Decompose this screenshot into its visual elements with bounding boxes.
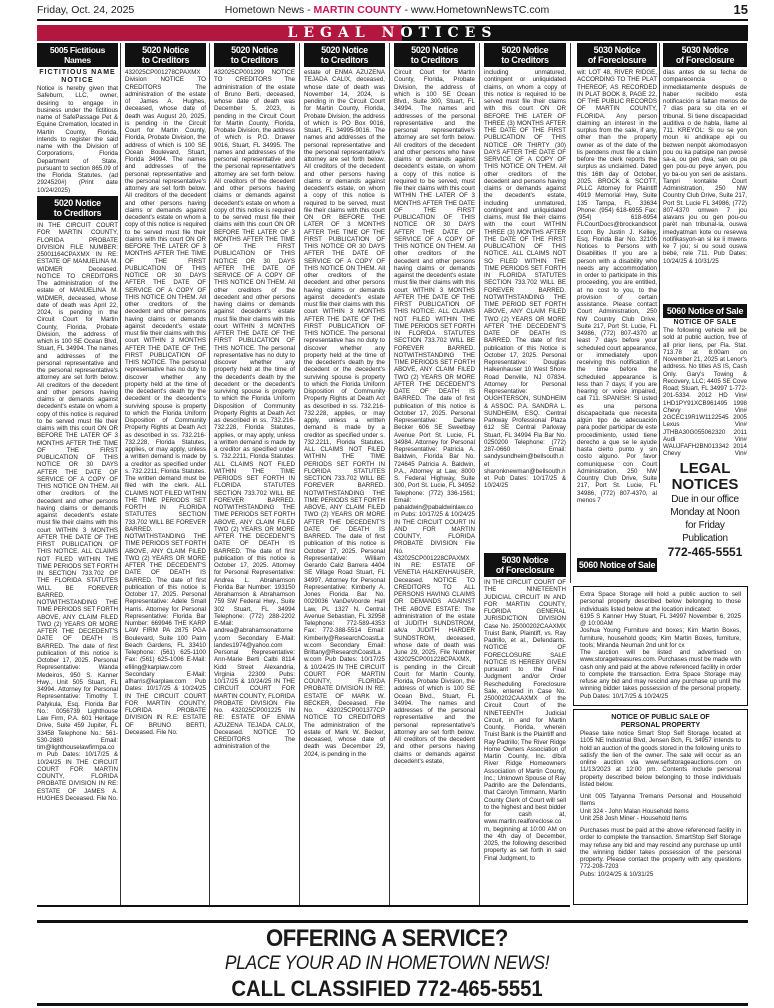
legal-notices-banner <box>37 25 748 41</box>
section-header-notice-of-foreclosure: 5030 Notice of Foreclosure <box>663 43 747 67</box>
column-divider <box>659 43 660 483</box>
page-number: 15 <box>733 2 748 17</box>
legal-box-phone: 772-465-5551 <box>667 545 743 559</box>
public-sale-title: NOTICE OF PUBLIC SALE OF PERSONAL PROPERTY <box>611 714 710 729</box>
column-divider <box>479 43 480 905</box>
legal-box-line: Monday at Noon <box>670 507 740 518</box>
section-header-notice-of-foreclosure: 5030 Notice of Foreclosure <box>484 553 566 577</box>
header-divider <box>37 19 748 21</box>
section-header-notice-of-foreclosure: 5030 Notice of Foreclosure <box>577 43 657 67</box>
ad-bottom-rule <box>37 1003 748 1006</box>
column-7 <box>577 43 657 572</box>
notice-paragraph: Purchases must be paid at the above referenced facility in order to complete the transaction. SmartStop Self Storage may refuse any bid and may rescind any purchase up until the winning bidder takes possession of the personal property. Please contact the property with any questions 772-208-7203 <box>580 827 741 871</box>
notice-text: estate of ENMA AZUZENA TEJADA CALIX, deceased, whose date of death was November 14, 2024, is pending in the Circuit Court for Martin County, Florida, Probate Division, the address of which is PO Box 9016, Stuart, FL 34995-9016. The names and addresses of the personal representative and the personal representative's attorney are set forth below. All creditors of the decedent and other persons having claims or demands against decedent's estate, on whom a copy of this notice is required to be served, must file their claims with this court ON OR BEFORE THE LATER OF 3 MONTHS AFTER THE TIME OF THE FIRST PUBLICATION OF THIS NOTICE OR 30 DAYS AFTER THE DATE OF SERVICE OF A COPY OF THIS NOTICE ON THEM. All other creditors of the decedent and other persons having claims or demands against decedent's estate must file their claims with this court WITHIN 3 MONTHS AFTER THE DATE OF THE FIRST PUBLICATION OF THIS NOTICE. The personal representative has no duty to discover whether any property held at the time of the decedent's death by the decedent or the decedent's surviving spouse is property to which the Florida Uniform Disposition of Community Property Rights at Death Act as described in ss. 732.216-732.228, applies, or may apply, unless a written demand is made by a creditor as specified under s. 732.2211, Florida Statutes. ALL CLAIMS NOT FILED WITHIN THE TIME PERIODS SET FORTH IN FLORIDA STATUTES SECTION 733.702 WILL BE FOREVER BARRED. NOTWITHSTANDING THE TIME PERIODS SET FORTH ABOVE, ANY CLAIM FILED TWO (2) YEARS OR MORE AFTER THE DECEDENT'S DATE OF DEATH IS BARRED. The date of first publication of this notice is October 17, 2025. Personal Representative: William Gerardo Caliz Barrera 4404 SE Village Road Stuart, FL 34997. Attorney for Personal Representative: Kimberly A. Jones Florida Bar No. 0029036 VanDeVoorde Hall Law, PL 1327 N. Central Avenue Sebastian, FL 32958 Telephone: 772-589-4353 Fax: 772-388-5514 Email: Kimberly@ResearchCoastLaw.com Secondary Email: Brittany@ResearchCoastLaw.com Pub Dates: 10/17/25 & 10/24/25 IN THE CIRCUIT COURT FOR MARTIN COUNTY, FLORIDA PROBATE DIVISION IN RE: ESTATE OF MARK W. BECKER, Deceased. File No. 432025CP001377CP NOTICE TO CREDITORS The administration of the estate of Mark W. Becker, deceased, whose date of death was December 29, 2024, is pending in the <box>304 69 385 758</box>
section-header-notice-to-creditors: 5020 Notice to Creditors <box>304 43 385 67</box>
notice-text: IN THE CIRCUIT COURT OF THE NINETEENTH JUDICIAL CIRCUIT IN AND FOR MARTIN COUNTY, FLORIDA GENERAL JURISDICTION DIVISION Case No. 25000202CAAXMX Truist Bank, Plaintiff, vs. Ray Padrillo, et al., Defendants. NOTICE OF FORECLOSURE SALE NOTICE IS HEREBY GIVEN pursuant to the Final Judgment and/or Order Rescheduling Foreclosure Sale, entered in Case No. 25000202CAAXMX of the Circuit Court of the NINETEENTH Judicial Circuit, in and for Martin County, Florida, wherein Truist Bank is the Plaintiff and Ray Padrillo; The River Ridge Home Owners Association of Martin County, Inc. d/b/a River Ridge Homeowners Association of Martin County, Inc.; Unknown Spouse of Ray Padrillo are the Defendants, that Carolyn Timmann, Martin County Clerk of Court will sell to the highest and best bidder for cash at, www.martin.realforeclose.com, beginning at 10:00 AM on the 4th day of December, 2025, the following described property as set forth in said Final Judgment, to <box>484 579 566 862</box>
notice-title: NOTICE OF SALE <box>673 319 737 326</box>
paper-name: Hometown News - <box>224 4 314 16</box>
notice-title: FICTITIOUS NAME NOTICE <box>39 69 116 84</box>
notice-text: including unmatured, contingent or unliquidated claims, on whom a copy of this notice is required to be served must file their claims with this court ON OR BEFORE THE LATER OF THREE (3) MONTHS AFTER THE DATE OF THE FIRST PUBLICATION OF THIS NOTICE OR THIRTY (30) DAYS AFTER THE DATE OF SERVICE OF A COPY OF THIS NOTICE ON THEM. All other creditors of the decedent and persons having claims or demands against the decedent's estate, including unmatured, contingent and unliquidated claims, must file their claims with the court WITHIN THREE (3) MONTHS AFTER THE DATE OF THE FIRST PUBLICATION OF THIS NOTICE. ALL CLAIMS NOT SO FILED WITHIN THE TIME PERIODS SET FORTH IN FLORIDA STATUTES SECTION 733.702 WILL BE FOREVER BARRED. NOTWITHSTANDING THE TIME PERIOD SET FORTH ABOVE, ANY CLAIM FILED TWO (2) YEARS OR MORE AFTER THE DECEDENT'S DATE OF DEATH IS BARRED. The date of first publication of this Notice is October 17, 2025. Personal Representative: Douglas Halkenhauser 10 West Shore Road Denville, NJ 07834. Attorney for Personal Representative: OUGHTERSON, SUNDHEIM & ASSOC. P.A. SANDRA L. SUNDHEIM, ESQ. Central Parkway Professional Plaza 612 SE Central Parkway Stuart, FL 34994 Fla Bar No. 0250200 Telephone: (772) 287-0660 Email: sandysundheim@bellsouth.net sharonknewman@bellsouth.net Pub Dates: 10/17/25 & 10/24/25 <box>484 69 566 490</box>
notice-paragraph: 6195 S Kanner Hwy Stuart, FL 34997 November 6, 2025 @ 10:00AM <box>580 612 741 627</box>
legal-deadline-box <box>663 461 747 559</box>
ad-subheadline: PLACE YOUR AD IN HOMETOWN NEWS! <box>224 953 550 974</box>
column-6 <box>484 43 566 891</box>
column-divider <box>570 43 571 583</box>
legal-box-heading: LEGAL NOTICES <box>671 460 739 493</box>
notice-paragraph: Please take notice Smart Stop Self Storage located at 1105 NE Industrial Blvd, Jensen Bch, FL 34957 intends to hold an auction of the goods stored in the following units to satisfy the lien of the owner. The sale will occur as an online auction via www.selfstorageauctions.com on 11/13/2023 at 12:00 pm. Contents include personal property described below belonging to those individuals listed below. <box>580 730 741 788</box>
notice-paragraph: The auction will be listed and advertised on www.storagetreasures.com. Purchases must be made with cash only and paid at the above referenced facility in order to complete the transaction. Extra Space Storage may refuse any bid and may rescind any purchase up until the winning bidder takes possession of the personal property. Pub Dates: 10/17/25 & 10/24/25 <box>580 649 741 700</box>
legal-box-line: for Friday <box>685 520 725 531</box>
notice-paragraph: Joshua Young Furniture and boxes; Kim Martin Boxes, furniture, household goods; Kim Martin Boxes, furniture, tools; Miranda Neuman 2nd unit for cx <box>580 627 741 649</box>
masthead-line <box>190 4 584 16</box>
column-4 <box>304 43 385 903</box>
section-header-notice-to-creditors: 5020 Notice to Creditors <box>484 43 566 67</box>
notice-text: 432025CP001299 NOTICE TO CREDITORS The administration of the estate of Bruno Berti, deceased, whose date of death was December 5, 2023, is pending in the Circuit Court for Martin County, Florida, Probate Division, the address of which is P.O. Drawer 9016, Stuart, FL 34995. The names and addresses of the personal representative and the personal representative's attorney are set forth below. All creditors of the decedent and other persons having claims or demands against decedent's estate on whom a copy of this notice is required to be served must file their claims with this court ON OR BEFORE THE LATER OF 3 MONTHS AFTER THE TIME OF THE FIRST PUBLICATION OF THIS NOTICE OR 30 DAYS AFTER THE DATE OF SERVICE OF A COPY OF THIS NOTICE ON THEM. All other creditors of the decedent and other persons having claims or demands against decedent's estate must file their claims with this court WITHIN 3 MONTHS AFTER THE DATE OF THE FIRST PUBLICATION OF THIS NOTICE. The personal representative has no duty to discover whether any property held at the time of the decedent's death by the decedent or the decedent's surviving spouse is property to which the Florida Uniform Disposition of Community Property Rights at Death Act as described in ss. 732.216-732.228, Florida Statutes, applies, or may apply, unless a written demand is made by a creditor as specified under s. 732.2211, Florida Statutes. ALL CLAIMS NOT FILED WITHIN THE TIME PERIODS SET FORTH IN FLORIDA STATUTES SECTION 733.702 WILL BE FOREVER BARRED. NOTWITHSTANDING THE TIME PERIODS SET FORTH ABOVE, ANY CLAIM FILED TWO (2) YEARS OR MORE AFTER THE DECEDENT'S DATE OF DEATH IS BARRED. The date of first publication of this notice is October 17, 2025. Attorney for Personal Representative: Andrea L. Abrahamson Florida Bar Number: 193150 Abrahamson & Abrahamson 759 SW Federal Hwy., Suite 302 Stuart, FL 34994 Telephone: (772) 288-2202 E-Mail: andrea@abrahamsonattorney.com Secondary E-Mail: landes1974@yahoo.com Personal Representative: Ann-Marie Berti Calbi 8114 Kidd Street Alexandria, Virginia 22309 Pubs: 10/17/25 & 10/24/25 IN THE CIRCUIT COURT FOR MARTIN COUNTY, FLORIDA PROBATE DIVISION File No. 432025CP001225 IN RE: ESTATE OF ENMA AZUZENA TEJADA CALIX, Deceased. NOTICE TO CREDITORS The administration of the <box>214 69 295 751</box>
column-divider <box>389 43 390 905</box>
legal-box-line: Publication <box>682 533 728 544</box>
notice-text: 432025CP001278CPAXMX Division NOTICE TO CREDITORS The administration of the estate of James A. Hughes, deceased, whose date of death was August 20, 2025, is pending in the Circuit Court for Martin County, Florida, Probate Division, the address of which is 100 SE Ocean Boulevard, Stuart, Florida 34994. The names and addresses of the personal representative and the personal representative's attorney are set forth below. All creditors of the decedent and other persons having claims or demands against decedent's estate on whom a copy of this notice is required to be served must file their claims with this court ON OR BEFORE THE LATER OF 3 MONTHS AFTER THE TIME OF THE FIRST PUBLICATION OF THIS NOTICE OR 30 DAYS AFTER THE DATE OF SERVICE OF A COPY OF THIS NOTICE ON THEM. All other creditors of the decedent and other persons having claims or demands against decedent's estate must file their claims with this court WITHIN 3 MONTHS AFTER THE DATE OF THE FIRST PUBLICATION OF THIS NOTICE. The personal representative has no duty to discover whether any property held at the time of the decedent's death by the decedent or the decedent's surviving spouse is property to which the Florida Uniform Disposition of Community Property Rights at Death Act as described in ss. 732.216-732.228, Florida Statutes, applies, or may apply, unless a written demand is made by a creditor as specified under s. 732.2211, Florida Statutes. The written demand must be filed with the clerk. ALL CLAIMS NOT FILED WITHIN THE TIME PERIODS SET FORTH IN FLORIDA STATUTES SECTION 733.702 WILL BE FOREVER BARRED. NOTWITHSTANDING THE TIME PERIODS SET FORTH ABOVE, ANY CLAIM FILED TWO (2) YEARS OR MORE AFTER THE DECEDENT'S DATE OF DEATH IS BARRED. The date of first publication of this notice is October 17, 2025. Personal Representative: Adele Small Harris. Attorney for Personal Representative: Florida Bar Number: 669946 THE KARP LAW FIRM PA 2875 PGA Boulevard, Suite 100 Palm Beach Gardens, FL 33410 Telephone: (561) 625-1100 Fax: (561) 625-1006 E-Mail: efiling@karplaw.com Secondary E-Mail: afharris@karplaw.com Pub Dates: 10/17/25 & 10/24/25 IN THE CIRCUIT COURT FOR MARTIN COUNTY, FLORIDA PROBATE DIVISION IN R.E: ESTATE OF BRUNO BERTI, Deceased. File No. <box>125 69 206 736</box>
publication-dates: Pubs: 10/24/25 & 10/31/25 <box>580 870 654 878</box>
notice-text: The following vehicle will be sold at public auction, free of all prior liens, per Fla. Stat. 713.78 at 8:00am on November 21, 2025 at Lenor's address. No titles AS IS, Cash Only. Gary's Towing & Recovery, LLC; 4405 SE Cove Road; Stuart, FL 34997 1-772-201-5334. 2012 HD Vin# 1HD1PY91XCB961495 1998 Chevy Vin# 2GCEC19R1W1122545 2005 Lexus Vin# JTHBA30G055062320 2011 Audi Vin# WAUJFAFH2BN013342 2014 Chevy Vin# <box>663 327 747 457</box>
legal-box-line: Due in our office <box>671 494 739 505</box>
ad-headline: OFFERING A SERVICE? <box>266 925 508 952</box>
columns-bottom-rule <box>37 905 570 907</box>
column-5 <box>394 43 475 903</box>
banner-title: LEGAL NOTICES <box>287 25 498 41</box>
section-header-notice-to-creditors: 5020 Notice to Creditors <box>125 43 206 67</box>
notice-text: wit: LOT 48, RIVER RIDGE, ACCORDING TO THE PLAT THEREOF, AS RECORDED IN PLAT BOOK 8, PAGE 22, OF THE PUBLIC RECORDS OF MARTIN COUNTY, FLORIDA. Any person claiming an interest in the surplus from the sale, if any, other than the property owner as of the date of the lis pendens must file a claim before the clerk reports the surplus as unclaimed. Dated this 16th day of October, 2025. BROCK & SCOTT, PLLC Attorney for Plaintiff 4919 Memorial Hwy, Suite 135 Tampa, FL 33634 Phone: (954) 618-6955 Fax: (954) 618-6954 FLCourtDocs@brockandscott.com By Justin J. Kelley, Esq. Florida Bar No. 32106 Notices to Persons with Disabilities If you are a person with a disability who needs any accommodation in order to participate in this proceeding, you are entitled, at no cost to you, to the provision of certain assistance. Please contact Court Administration, 250 NW Country Club Drive, Suite 217, Port St. Lucie, FL 34986, (772) 807-4370 at least 7 days before your scheduled court appearance, or immediately upon receiving this notification if the time before the scheduled appearance is less than 7 days; if you are hearing or voice impaired, call 711. SPANISH: Si usted es una persona discapacitada que necesita algún tipo de adecuación para poder participar de este procedimiento, usted tiene derecho a que se le ayude hasta cierto punto y sin costo alguno. Por favor comuníquese con Court Administration, 250 NW Country Club Drive, Suite 217, Port St. Lucie, FL 34986, (772) 807-4370, al menos 7 <box>577 69 657 504</box>
notice-text: Notice is hereby given that Safeburn, LLC, owner, desiring to engage in business under the fictitious name of SafePassage Pet & Equine Cremation, located in Martin County, Florida, intends to register the said name with the Division of Corporations, Florida Department of State, pursuant to section 865.09 of the Florida Statutes. (ad 2924520#) (Print date 10/24/2025) <box>37 85 118 193</box>
notice-text: días antes de su fecha de comparecencia o inmediatamente después de haber recibido esta notificación si faltan menos de 7 días para su cita en el tribunal. Si tiene discapacidad auditiva o de habla, llame al 711. KREYOL: Si ou se yon moun ki andikape epi ou bezwen nenpòt akomodasyon pou ou ka patisipe nan pwosè sa-a, ou gen dwa, san ou pa gen pou-ou peye anyen, pou yo ba-ou yon seri de asistans. Tanpri kontakte Court Administration, 250 NW Country Club Drive, Suite 217, Port St. Lucie FL 34986, (772) 807-4370 omwen 7 jou alavans jou ou gen pou-ou parèt nan tribunal-la, ouswa imedyatman kote ou resevwa notifikasyon-an si ke li mwens ke 7 jou; si ou soud ouswa bèbè, rele 711. Pub Dates: 10/24/25 & 10/31/25 <box>663 69 747 265</box>
section-header-notice-of-sale: 5060 Notice of Sale <box>663 304 747 318</box>
section-header-notice-to-creditors: 5020 Notice to Creditors <box>214 43 295 67</box>
column-divider <box>299 43 300 905</box>
county-name: MARTIN COUNTY <box>313 4 402 16</box>
public-sale-notice <box>573 709 748 905</box>
notice-paragraph: Extra Space Storage will hold a public auction to sell personal property described below belonging to those individuals listed below at the location indicated: <box>580 591 741 613</box>
unit-listing: Unit 324 - John Malan Household Items <box>580 807 689 815</box>
column-divider <box>209 43 210 905</box>
paper-website: - www.HometownNewsTC.com <box>401 4 550 16</box>
section-header-notice-to-creditors: 5020 Notice to Creditors <box>37 196 118 220</box>
column-1 <box>37 43 118 882</box>
column-8 <box>663 43 747 559</box>
issue-date: Friday, Oct. 24, 2025 <box>37 4 135 16</box>
column-divider <box>120 43 121 905</box>
column-2 <box>125 43 206 903</box>
section-header-notice-of-sale: 5060 Notice of Sale <box>578 560 656 570</box>
ad-phone-line: CALL CLASSIFIED 772-465-5551 <box>231 976 543 1001</box>
extra-space-auction-notice <box>573 586 748 706</box>
section-header-fictitious-names: 5005 Fictitious Names <box>37 43 118 67</box>
ad-top-rule <box>37 920 748 923</box>
section-header-notice-to-creditors: 5020 Notice to Creditors <box>394 43 475 67</box>
unit-listing: Unit 005 Tatyanna Tremans Personal and Household Items <box>580 793 741 808</box>
notice-text: IN THE CIRCUIT COURT FOR MARTIN COUNTY, FLORIDA PROBATE DIVISION FILE NUMBER: 25001164CPAXMX IN RE: ESTATE OF MANUELINA M. WIDMER Deceased. NOTICE TO CREDITORS The administration of the estate of MANUELINA M. WIDMER, deceased, whose date of death was April 22, 2024, is pending in the Circuit Court for Martin County, Florida, Probate Division, the address of which is 100 SE Ocean Blvd, Stuart, FL 34994. The names and addresses of the personal representative and the personal representative's attorney are set forth below. All creditors of the decedent and other persons having claims or demands against decedent's estate on whom a copy of this notice is required to be served must file their claims with this court ON OR BEFORE THE LATER OF 3 MONTHS AFTER THE TIME OF THE FIRST PUBLICATION OF THIS NOTICE OR 30 DAYS AFTER THE DATE OF SERVICE OF A COPY OF THIS NOTICE ON THEM. All other creditors of the decedent and other persons having claims or demands against decedent's estate must file their claims with this court WITHIN 3 MONTHS AFTER THE DATE OF THE FIRST PUBLICATION OF THIS NOTICE. ALL CLAIMS NOT FILED WITHIN THE TIME PERIODS SET FORTH IN SECTION 733.702 OF THE FLORIDA STATUTES WILL BE FOREVER BARRED. NOTWITHSTANDING THE TIME PERIODS SET FORTH ABOVE, ANY CLAIM FILED TWO (2) YEARS OR MORE AFTER THE DECEDENT'S DATE OF DEATH IS BARRED. The date of first publication of this notice is October 17, 2025. Personal Representative: Wanda Medeiros, 950 S. Kanner Hwy., Unit 505 Stuart, FL 34994. Attorney for Personal Representative: Timothy T. Patykula, Esq. Florida Bar No.: 0056739 Lighthouse Law Firm, P.A. 601 Heritage Drive, Suite 459 Jupiter, FL 33458 Telephone No.: 561-530-2880 Email: tim@lighthouselawfirmpa.com Pub Dates: 10/17/25 & 10/24/25 IN THE CIRCUIT COURT FOR MARTIN COUNTY, FLORIDA PROBATE DIVISION IN RE: ESTATE OF JAMES A. HUGHES Deceased. File No. <box>37 222 118 802</box>
notice-text: Circuit Court for Martin County, Florida, Probate Division, the address of which is 100 SE Ocean Blvd., Suite 300, Stuart, FL 34994. The names and addresses of the personal representative and the personal representative's attorney are set forth below. All creditors of the decedent and other persons who have claims or demands against decedent's estate, on whom a copy of this notice is required to be served, must file their claims with this court WITHIN THE LATER OF 3 MONTHS AFTER THE DATE OF THE FIRST PUBLICATION OF THIS NOTICE OR 30 DAYS AFTER THE DATE OF SERVICE OF A COPY OF THIS NOTICE ON THEM. All other creditors of the decedent and other persons having claims or demands against the decedent's estate must file their claims with this court WITHIN 3 MONTHS AFTER THE DATE OF THE FIRST PUBLICATION OF THIS NOTICE. ALL CLAIMS NOT FILED WITHIN THE TIME PERIODS SET FORTH IN FLORIDA STATUTES SECTION 733.702 WILL BE FOREVER BARRED. NOTWITHSTANDING THE TIME PERIODS SET FORTH ABOVE, ANY CLAIM FILED TWO (2) YEARS OR MORE AFTER THE DECEDENT'S DATE OF DEATH IS BARRED. The date of first publication of this notice is October 17, 2025. Personal Representative: Darlene Becker 606 SE Sweetbay Avenue Port St. Lucie, FL 34984. Attorney for Personal Representative: Patricia A. Baldwin, Florida Bar No. 724645 Patricia A. Baldwin, P.A., Attorney at Law, 8000 S. Federal Highway, Suite 300, Port St. Lucie, FL 34952 Telephone: (772) 336-1561; Email: pabaldwin@pabaldwinlaw.com Pubs: 10/17/25 & 10/24/25 IN THE CIRCUIT COURT IN AND FOR MARTIN COUNTY, FLORIDA PROBATE DIVISION File No. 432025CP001228CPAXMX IN RE: ESTATE OF VENETIA HALKENHAUSER, Deceased. NOTICE TO CREDITORS TO ALL PERSONS HAVING CLAIMS OR DEMANDS AGAINST THE ABOVE ESTATE: The administration of the estate of JUDITH SUNDSTROM, a/k/a JUDITH HARDER SUNDSTROM, deceased, whose date of death was June 29, 2025, File Number 432025CP001228CPAXMX, is pending in the Circuit Court for Martin County, Florida, Probate Division, the address of which is 100 SE Ocean Blvd., Stuart, FL 34994. The names and addresses of the personal representative and the personal representative's attorney are set forth below. All creditors of the decedent and other persons having claims or demands against decedent's estate, <box>394 69 475 765</box>
column-3 <box>214 43 295 903</box>
unit-listing: Unit 258 Josh Miner - Household Items <box>580 814 687 822</box>
